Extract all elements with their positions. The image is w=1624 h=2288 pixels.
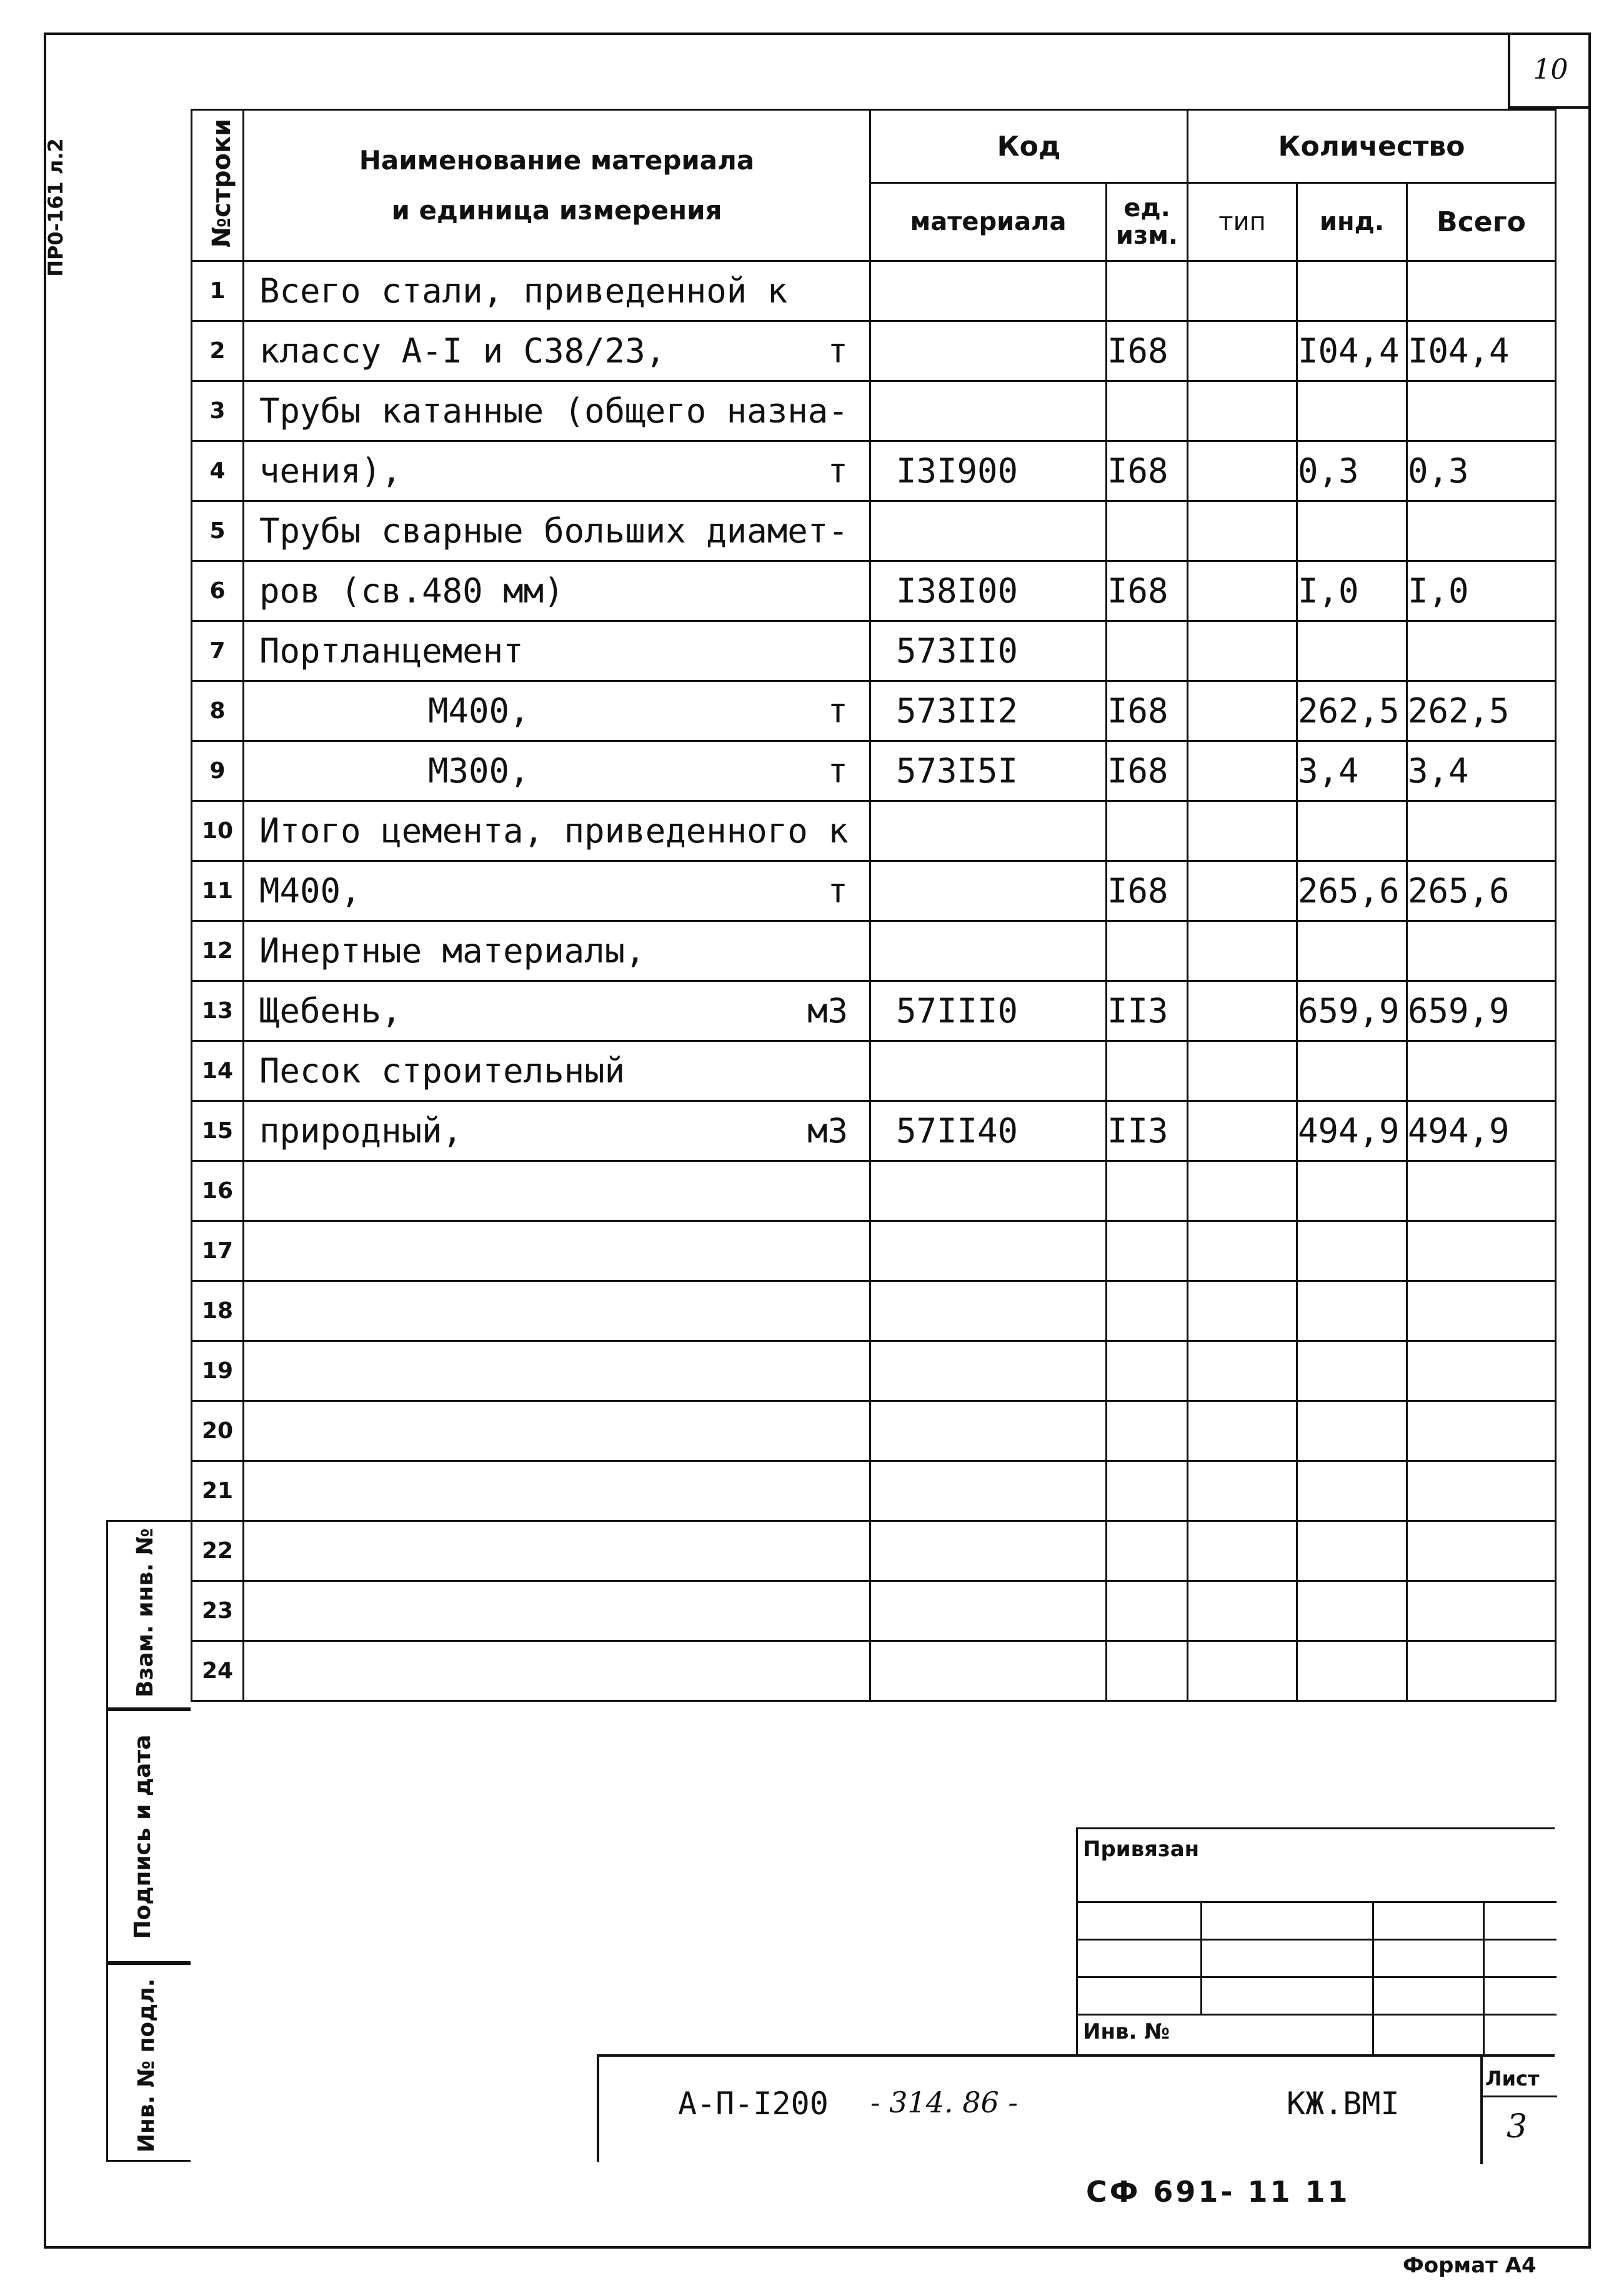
material-code	[870, 1341, 1107, 1401]
row-number: 5	[192, 501, 244, 561]
header-qty-ind: инд.	[1297, 183, 1407, 261]
row-number: 12	[192, 921, 244, 981]
material-name	[244, 1341, 870, 1401]
material-name-text: природный,	[259, 1111, 463, 1151]
qty-type	[1188, 321, 1297, 381]
header-row-no: №строки	[192, 110, 244, 261]
unit-code	[1107, 1341, 1188, 1401]
table-row	[192, 861, 1556, 921]
qty-type	[1188, 981, 1297, 1041]
qty-type	[1188, 1341, 1297, 1401]
material-name	[244, 861, 870, 921]
qty-total	[1407, 1401, 1556, 1461]
material-name	[244, 261, 870, 321]
unit-code: I68	[1107, 441, 1188, 501]
material-name	[244, 621, 870, 681]
stamp-podpis: Подпись и дата	[106, 1709, 191, 1963]
handwritten-note: СФ 691- 11 11	[1086, 2175, 1350, 2209]
material-name-text: М400,	[259, 871, 361, 911]
row-number: 24	[192, 1641, 244, 1701]
qty-total	[1407, 261, 1556, 321]
row-number: 13	[192, 981, 244, 1041]
qty-ind	[1297, 1461, 1407, 1521]
table-row	[192, 981, 1556, 1041]
qty-ind	[1297, 1221, 1407, 1281]
header-code-unit: ед. изм.	[1107, 183, 1188, 261]
unit-code	[1107, 1221, 1188, 1281]
qty-ind: 262,5	[1297, 681, 1407, 741]
header-qty-total: Всего	[1407, 183, 1556, 261]
qty-type	[1188, 381, 1297, 441]
header-code-material: материала	[870, 183, 1107, 261]
qty-total	[1407, 1641, 1556, 1701]
qty-total: 265,6	[1407, 861, 1556, 921]
material-code	[870, 1401, 1107, 1461]
qty-total: 3,4	[1407, 741, 1556, 801]
material-code	[870, 1161, 1107, 1221]
material-name	[244, 561, 870, 621]
stamp-inv-podl: Инв. № подл.	[106, 1963, 191, 2162]
row-number: 8	[192, 681, 244, 741]
material-code: 57III0	[870, 981, 1107, 1041]
page-number: 10	[1508, 32, 1591, 109]
material-name	[244, 921, 870, 981]
sheet-number: 3	[1507, 2108, 1528, 2146]
table-row	[192, 1581, 1556, 1641]
material-name-text: ров (св.480 мм)	[259, 571, 564, 611]
unit-code	[1107, 381, 1188, 441]
material-name	[244, 1281, 870, 1341]
qty-ind	[1297, 1581, 1407, 1641]
qty-total	[1407, 1221, 1556, 1281]
material-unit: т	[827, 691, 848, 731]
table-row	[192, 1461, 1556, 1521]
row-number: 15	[192, 1101, 244, 1161]
unit-code	[1107, 621, 1188, 681]
table-row	[192, 381, 1556, 441]
qty-ind	[1297, 1341, 1407, 1401]
material-code	[870, 321, 1107, 381]
material-name-text: Инертные материалы,	[259, 931, 645, 971]
material-name	[244, 1521, 870, 1581]
qty-ind	[1297, 1641, 1407, 1701]
material-name	[244, 981, 870, 1041]
qty-type	[1188, 441, 1297, 501]
unit-code	[1107, 1641, 1188, 1701]
material-name	[244, 321, 870, 381]
material-unit: м3	[807, 991, 848, 1031]
qty-type	[1188, 1161, 1297, 1221]
material-unit: т	[827, 331, 848, 371]
unit-code	[1107, 1581, 1188, 1641]
doc-code-b: - 314. 86 -	[870, 2086, 1018, 2119]
qty-type	[1188, 681, 1297, 741]
material-code	[870, 861, 1107, 921]
unit-code	[1107, 801, 1188, 861]
qty-ind	[1297, 501, 1407, 561]
unit-code	[1107, 1521, 1188, 1581]
material-code: I38I00	[870, 561, 1107, 621]
row-number: 18	[192, 1281, 244, 1341]
qty-type	[1188, 1581, 1297, 1641]
row-number: 19	[192, 1341, 244, 1401]
table-row	[192, 1341, 1556, 1401]
qty-type	[1188, 1641, 1297, 1701]
qty-total	[1407, 501, 1556, 561]
material-name	[244, 1161, 870, 1221]
qty-type	[1188, 1221, 1297, 1281]
unit-code: I68	[1107, 321, 1188, 381]
qty-total	[1407, 1041, 1556, 1101]
qty-total	[1407, 381, 1556, 441]
table-row	[192, 921, 1556, 981]
table-row	[192, 261, 1556, 321]
material-code	[870, 1221, 1107, 1281]
row-number: 2	[192, 321, 244, 381]
qty-type	[1188, 1041, 1297, 1101]
material-code	[870, 501, 1107, 561]
row-number: 1	[192, 261, 244, 321]
material-code	[870, 1581, 1107, 1641]
qty-total	[1407, 921, 1556, 981]
material-name-text: Трубы катанные (общего назна-	[259, 391, 849, 431]
doc-mark: КЖ.ВМI	[1287, 2086, 1400, 2122]
material-name-text: Песок строительный	[259, 1051, 625, 1091]
table-row	[192, 1401, 1556, 1461]
material-name-text: М300,	[428, 751, 530, 791]
header-row-1	[192, 110, 1556, 183]
material-code	[870, 1461, 1107, 1521]
sheet-label: Лист	[1485, 2067, 1540, 2091]
table-row	[192, 1521, 1556, 1581]
materials-table	[191, 109, 1557, 1702]
table-row	[192, 801, 1556, 861]
material-name	[244, 441, 870, 501]
material-code	[870, 801, 1107, 861]
row-number: 3	[192, 381, 244, 441]
material-code: I3I900	[870, 441, 1107, 501]
table-row	[192, 741, 1556, 801]
material-code	[870, 381, 1107, 441]
header-name: Наименование материала и единица измерения	[244, 110, 870, 261]
unit-code: I68	[1107, 681, 1188, 741]
qty-type	[1188, 1101, 1297, 1161]
row-number: 16	[192, 1161, 244, 1221]
material-name	[244, 1101, 870, 1161]
unit-code: I68	[1107, 561, 1188, 621]
qty-total: I04,4	[1407, 321, 1556, 381]
qty-type	[1188, 261, 1297, 321]
qty-ind	[1297, 261, 1407, 321]
qty-ind: I04,4	[1297, 321, 1407, 381]
qty-total	[1407, 1281, 1556, 1341]
qty-ind: 0,3	[1297, 441, 1407, 501]
material-name	[244, 381, 870, 441]
row-number: 14	[192, 1041, 244, 1101]
qty-total: 659,9	[1407, 981, 1556, 1041]
unit-code	[1107, 1041, 1188, 1101]
material-name-text: Итого цемента, приведенного к	[259, 811, 849, 851]
qty-ind	[1297, 621, 1407, 681]
table-row	[192, 1221, 1556, 1281]
material-code: 573II2	[870, 681, 1107, 741]
material-code: 57II40	[870, 1101, 1107, 1161]
doc-code-a: А-П-I200	[678, 2086, 829, 2122]
row-number: 21	[192, 1461, 244, 1521]
qty-ind	[1297, 1521, 1407, 1581]
qty-type	[1188, 621, 1297, 681]
material-name-text: Щебень,	[259, 991, 402, 1031]
qty-total	[1407, 1581, 1556, 1641]
qty-type	[1188, 1401, 1297, 1461]
header-code: Код	[870, 110, 1188, 183]
table-row	[192, 1041, 1556, 1101]
material-name-text: Трубы сварные больших диамет-	[259, 511, 849, 551]
qty-type	[1188, 1281, 1297, 1341]
qty-type	[1188, 921, 1297, 981]
row-number: 17	[192, 1221, 244, 1281]
qty-ind	[1297, 1161, 1407, 1221]
qty-total	[1407, 801, 1556, 861]
row-number: 9	[192, 741, 244, 801]
qty-ind: 3,4	[1297, 741, 1407, 801]
material-code	[870, 1521, 1107, 1581]
material-name	[244, 741, 870, 801]
qty-total	[1407, 1341, 1556, 1401]
unit-code	[1107, 1161, 1188, 1221]
qty-total: 262,5	[1407, 681, 1556, 741]
material-name	[244, 1641, 870, 1701]
unit-code: I68	[1107, 741, 1188, 801]
material-name	[244, 1401, 870, 1461]
qty-ind: 265,6	[1297, 861, 1407, 921]
header-quantity: Количество	[1188, 110, 1556, 183]
approval-grid	[1076, 1827, 1555, 2054]
qty-type	[1188, 1461, 1297, 1521]
material-name-text: классу A-I и С38/23,	[259, 331, 666, 371]
table-row	[192, 441, 1556, 501]
header-qty-type: тип	[1188, 183, 1297, 261]
material-code	[870, 1281, 1107, 1341]
material-name-text: Всего стали, приведенной к	[259, 271, 788, 311]
material-name	[244, 1221, 870, 1281]
unit-code	[1107, 501, 1188, 561]
qty-total: 0,3	[1407, 441, 1556, 501]
qty-ind	[1297, 801, 1407, 861]
material-name	[244, 801, 870, 861]
unit-code	[1107, 1401, 1188, 1461]
unit-code: II3	[1107, 981, 1188, 1041]
material-unit: т	[827, 451, 848, 491]
unit-code	[1107, 921, 1188, 981]
row-number: 11	[192, 861, 244, 921]
material-code: 573I5I	[870, 741, 1107, 801]
qty-type	[1188, 1521, 1297, 1581]
qty-ind: 494,9	[1297, 1101, 1407, 1161]
qty-total	[1407, 1461, 1556, 1521]
material-code	[870, 1041, 1107, 1101]
table-row	[192, 681, 1556, 741]
material-code	[870, 921, 1107, 981]
qty-type	[1188, 741, 1297, 801]
row-number: 7	[192, 621, 244, 681]
row-number: 20	[192, 1401, 244, 1461]
table-row	[192, 621, 1556, 681]
inv-no-label: Инв. №	[1083, 2019, 1170, 2044]
qty-ind	[1297, 1401, 1407, 1461]
table-row	[192, 1281, 1556, 1341]
material-unit: т	[827, 751, 848, 791]
material-name-text: Портланцемент	[259, 631, 524, 671]
row-number: 22	[192, 1521, 244, 1581]
unit-code: I68	[1107, 861, 1188, 921]
material-name	[244, 681, 870, 741]
qty-total	[1407, 1521, 1556, 1581]
qty-type	[1188, 801, 1297, 861]
unit-code	[1107, 1281, 1188, 1341]
material-code: 573II0	[870, 621, 1107, 681]
material-name-text: М400,	[428, 691, 530, 731]
qty-total: 494,9	[1407, 1101, 1556, 1161]
qty-ind	[1297, 921, 1407, 981]
row-number: 6	[192, 561, 244, 621]
stamp-vzam: Взам. инв. №	[106, 1520, 191, 1709]
table-row	[192, 1641, 1556, 1701]
material-name-text: чения),	[259, 451, 402, 491]
row-number: 10	[192, 801, 244, 861]
material-name	[244, 1041, 870, 1101]
unit-code	[1107, 261, 1188, 321]
material-unit: м3	[807, 1111, 848, 1151]
material-name	[244, 1461, 870, 1521]
qty-ind	[1297, 1041, 1407, 1101]
qty-ind	[1297, 1281, 1407, 1341]
table-row	[192, 561, 1556, 621]
qty-type	[1188, 561, 1297, 621]
row-number: 4	[192, 441, 244, 501]
qty-total	[1407, 1161, 1556, 1221]
format-label: Формат А4	[1403, 2253, 1537, 2278]
table-row	[192, 321, 1556, 381]
material-code	[870, 1641, 1107, 1701]
qty-ind: I,0	[1297, 561, 1407, 621]
table-row	[192, 1161, 1556, 1221]
material-name	[244, 501, 870, 561]
title-block	[597, 2054, 1555, 2162]
qty-type	[1188, 861, 1297, 921]
row-number: 23	[192, 1581, 244, 1641]
qty-total: I,0	[1407, 561, 1556, 621]
material-code	[870, 261, 1107, 321]
table-row	[192, 1101, 1556, 1161]
unit-code	[1107, 1461, 1188, 1521]
unit-code: II3	[1107, 1101, 1188, 1161]
qty-ind: 659,9	[1297, 981, 1407, 1041]
qty-ind	[1297, 381, 1407, 441]
privyazan-label: Привязан	[1083, 1837, 1200, 1862]
material-unit: т	[827, 871, 848, 911]
qty-type	[1188, 501, 1297, 561]
material-name	[244, 1581, 870, 1641]
qty-total	[1407, 621, 1556, 681]
table-row	[192, 501, 1556, 561]
margin-code: ПР0-161 л.2	[44, 138, 67, 277]
